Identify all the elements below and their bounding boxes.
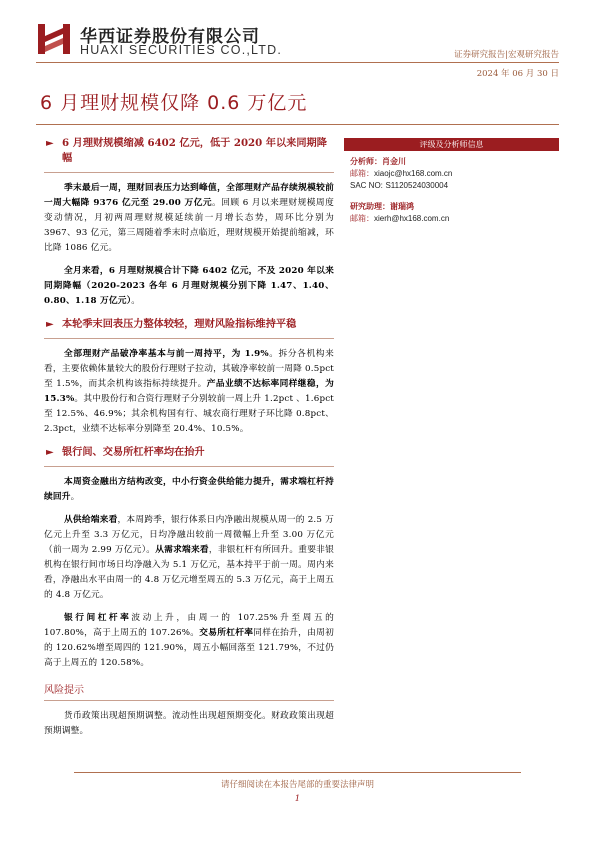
arrow-right-icon: ► — [46, 447, 54, 458]
paragraph: 全月来看，6 月理财规模合计下降 6402 亿元，不及 2020 年以来同期降幅（2020-2023 各年 6 月理财规模分别下降 1.47、1.40、0.80、1.18 万亿元）。 — [44, 266, 334, 306]
analyst-name: 肖金川 — [382, 156, 406, 166]
header-divider — [36, 62, 559, 63]
section-3 — [44, 445, 334, 671]
legal-notice: 请仔细阅读在本报告尾部的重要法律声明 — [220, 780, 374, 790]
sidebar-heading: 评级及分析师信息 — [344, 138, 559, 151]
arrow-right-icon: ► — [46, 138, 54, 149]
section-2 — [44, 317, 334, 437]
assistant-role: 研究助理： — [350, 201, 390, 211]
footer-divider — [74, 772, 521, 773]
section-divider — [44, 338, 334, 339]
sac-number: S1120524030004 — [385, 181, 449, 190]
arrow-right-icon: ► — [46, 319, 54, 330]
section-heading: ► 银行间、交易所杠杆率均在抬升 — [46, 446, 205, 458]
section-heading: ► 本轮季末回表压力整体较轻，理财风险指标维持平稳 — [46, 318, 297, 330]
company-name-cn: 华西证券股份有限公司 — [80, 27, 260, 47]
company-name-en: HUAXI SECURITIES CO.,LTD. — [80, 43, 283, 57]
email-label: 邮箱： — [350, 169, 374, 178]
risk-text: 货币政策出现超预期调整。流动性出现超预期变化。财政政策出现超预期调整。 — [44, 711, 334, 736]
risk-heading: 风险提示 — [44, 685, 84, 696]
paragraph: 银行间杠杆率波动上升，由周一的 107.25%升至周五的 107.80%，高于上周五的 107.26%。交易所杠杆率同样在抬升，由周初的 120.62%增至周四的 121.90%，周五小幅回落至 121.79%，不过仍高于上周五的 120.58%。 — [44, 613, 335, 668]
assistant-info — [344, 196, 559, 229]
huaxi-logo-icon — [36, 20, 72, 58]
assistant-email[interactable]: xierh@hx168.com.cn — [374, 214, 450, 223]
page-number: 1 — [294, 794, 301, 804]
section-divider — [44, 466, 334, 467]
analyst-sidebar — [344, 138, 559, 229]
email-label: 邮箱： — [350, 214, 374, 223]
analyst-email[interactable]: xiaojc@hx168.com.cn — [374, 169, 453, 178]
page-title: 6 月理财规模仅降 0.6 万亿元 — [40, 92, 308, 114]
title-divider — [36, 124, 559, 125]
report-date: 2024 年 06 月 30 日 — [476, 69, 559, 79]
paragraph: 本周资金融出方结构改变，中小行资金供给能力提升，需求端杠杆持续回升。 — [44, 477, 334, 502]
analyst-info — [344, 151, 559, 196]
paragraph: 全部理财产品破净率基本与前一周持平，为 1.9%。拆分各机构来看，主要依赖体量较大的股份行理财子拉动，其破净率较前一周降 0.5pct 至 1.5%，而其余机构该指标持续提升。产品业绩不达标率同样继稳，为 15.3%。其中股份行和合资行理财子分别较前一周上升 1.2pct 、1.6pct 至 12.5%、46.9%；其余机构国有行、城农商行理财子环比降 0.8pct、2.3pct，业绩不达标率分别降至 20.4%、10.5%。 — [44, 349, 334, 434]
section-1 — [44, 136, 334, 309]
analyst-role: 分析师： — [350, 156, 382, 166]
assistant-name: 谢瑞鸿 — [390, 201, 414, 211]
paragraph: 季末最后一周，理财回表压力达到峰值，全部理财产品存续规模较前一周大幅降 9376 亿元至 29.00 万亿元。回顾 6 月以来理财规模周度变动情况，月初两周理财规模延续前一月增长态势，周环比分别为 3967、93 亿元，第三周随着季末时点临近，理财规模开始提前缩减，环比降 1086 亿元。 — [44, 183, 334, 253]
main-content — [44, 136, 334, 747]
section-heading: ► 6 月理财规模缩减 6402 亿元，低于 2020 年以来同期降幅 — [46, 137, 327, 164]
report-type: 证券研究报告|宏观研究报告 — [454, 50, 559, 60]
paragraph: 从供给端来看，本周跨季，银行体系日内净融出规模从周一的 2.5 万亿元上升至 3.3 万亿元，日均净融出较前一周微幅上升至 3.00 万亿元（前一周为 2.99 万亿元）。从需求端来看，非银杠杆有所回升。重要非银机构在银行间市场日均净融入为 5.1 万亿元，基本持平于前一周。周内来看，净融出水平由周一的 4.8 万亿元增至周五的 5.3 万亿元，高于上周五的 4.8 万亿元。 — [44, 515, 335, 600]
risk-divider — [44, 700, 334, 701]
section-divider — [44, 172, 334, 173]
sac-label: SAC NO: — [350, 181, 383, 190]
